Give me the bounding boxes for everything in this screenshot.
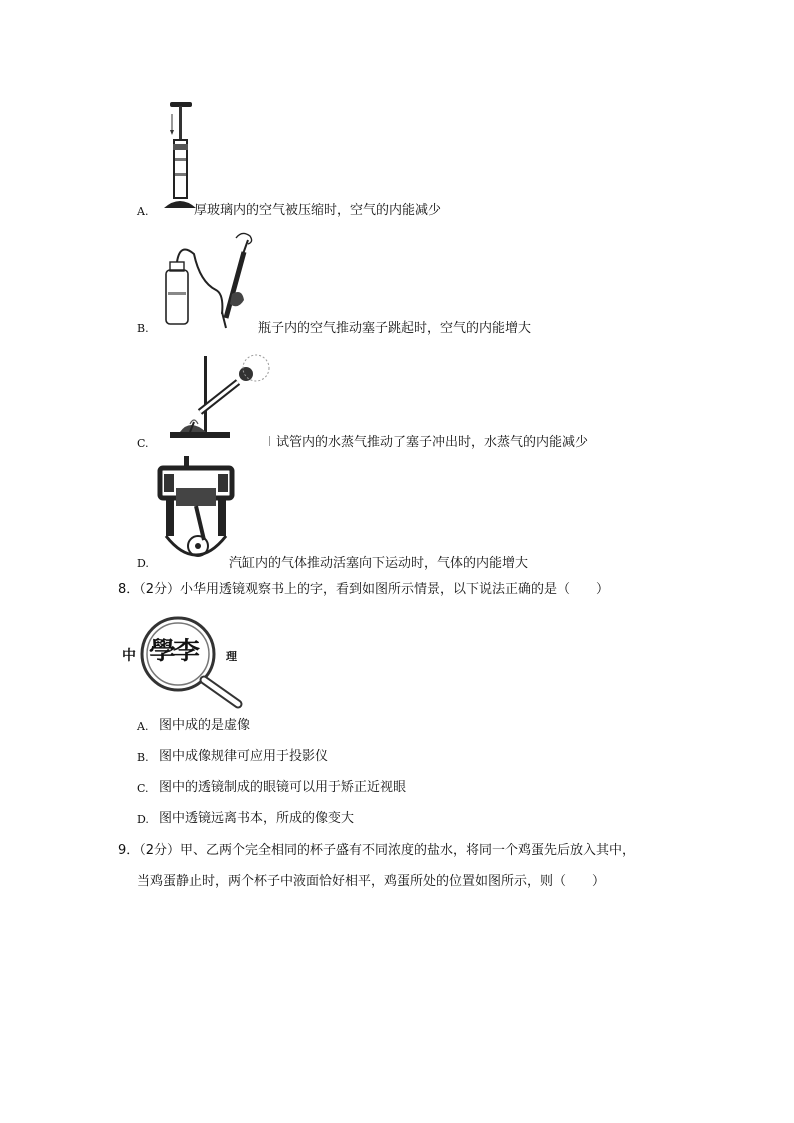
figure-text-magnified: 學李: [149, 637, 197, 666]
q7-option-d-text: 汽缸内的气体推动活塞向下运动时，气体的内能增大: [229, 556, 529, 571]
q8-stem: 8．（2分）小华用透镜观察书上的字，看到如图所示情景，以下说法正确的是（ ）: [118, 582, 610, 597]
q7-option-a-text: 厚玻璃内的空气被压缩时，空气的内能减少: [194, 203, 442, 218]
q8-option-d-text: 图中透镜远离书本，所成的像变大: [159, 811, 355, 826]
q8-option-b-label: B.: [137, 751, 149, 764]
engine-cylinder-figure: [156, 454, 236, 570]
magnifier-figure: [122, 612, 250, 708]
q7-option-d-label: D.: [137, 557, 149, 570]
bottle-pump-figure: [160, 232, 260, 332]
q8-option-c-text: 图中的透镜制成的眼镜可以用于矫正近视眼: [159, 780, 407, 795]
q8-option-a-label: A.: [137, 720, 149, 733]
q7-option-a-label: A.: [137, 205, 149, 218]
q9-stem-line1: 9．（2分）甲、乙两个完全相同的杯子盛有不同浓度的盐水，将同一个鸡蛋先后放入其中，: [118, 843, 636, 858]
divider-mark: [269, 436, 270, 446]
q9-stem-line2: 当鸡蛋静止时，两个杯子中液面恰好相平，鸡蛋所处的位置如图所示，则（ ）: [137, 874, 606, 889]
air-pump-piston-figure: [160, 98, 200, 216]
q7-option-c-label: C.: [137, 437, 149, 450]
q7-option-c-text: 试管内的水蒸气推动了塞子冲出时，水蒸气的内能减少: [276, 435, 589, 450]
figure-text-left: 中: [122, 648, 136, 664]
figure-text-right: 理: [226, 650, 237, 663]
q8-option-c-label: C.: [137, 782, 149, 795]
q8-option-a-text: 图中成的是虚像: [159, 718, 251, 733]
q7-option-b-text: 瓶子内的空气推动塞子跳起时，空气的内能增大: [258, 321, 532, 336]
q7-option-b-label: B.: [137, 322, 149, 335]
test-tube-steam-figure: [160, 348, 272, 452]
q8-option-d-label: D.: [137, 813, 149, 826]
q8-option-b-text: 图中成像规律可应用于投影仪: [159, 749, 329, 764]
